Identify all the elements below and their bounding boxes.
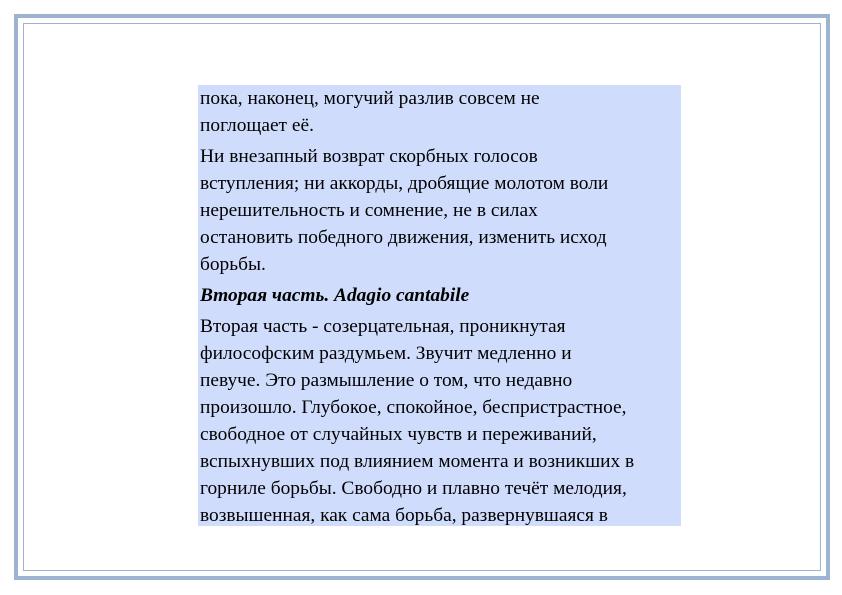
text-line: остановить победного движения, изменить исход xyxy=(200,227,607,248)
text-line: Вторая часть - созерцательная, проникнутая xyxy=(200,316,566,337)
text-line: философским раздумьем. Звучит медленно и xyxy=(200,343,572,364)
section-heading: Вторая часть. Adagio cantabile xyxy=(200,285,470,306)
text-line: горниле борьбы. Свободно и плавно течёт мелодия, xyxy=(200,478,627,499)
text-line: борьбы. xyxy=(200,254,266,275)
text-line: нерешительность и сомнение, не в силах xyxy=(200,200,538,221)
text-line: возвышенная, как сама борьба, развернувшаяся в xyxy=(200,505,608,526)
text-line: пока, наконец, могучий разлив совсем не xyxy=(200,88,540,109)
text-line: произошло. Глубокое, спокойное, беспристрастное, xyxy=(200,397,627,418)
text-box[interactable] xyxy=(198,85,681,526)
text-line: вступления; ни аккорды, дробящие молотом воли xyxy=(200,173,609,194)
text-line: вспыхнувших под влиянием момента и возникших в xyxy=(200,451,635,472)
text-line: поглощает её. xyxy=(200,115,314,136)
text-line: свободное от случайных чувств и переживаний, xyxy=(200,424,597,445)
text-line: Ни внезапный возврат скорбных голосов xyxy=(200,146,538,167)
text-line: певуче. Это размышление о том, что недавно xyxy=(200,370,573,391)
